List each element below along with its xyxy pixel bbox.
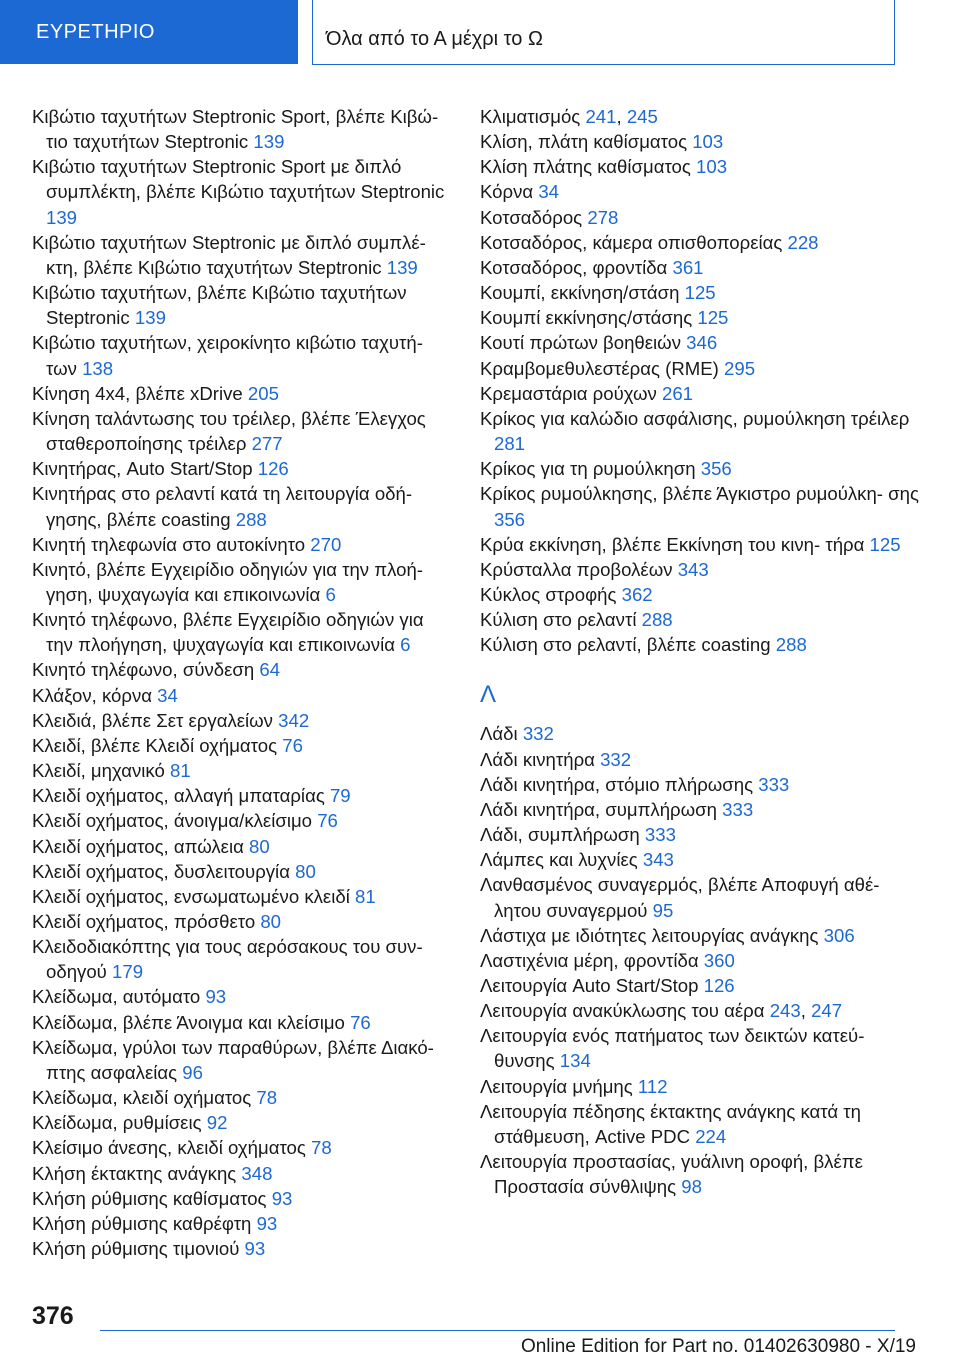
index-entry-text: Κλείδωμα, βλέπε Άνοιγμα και κλείσιμο [32, 1011, 345, 1033]
index-entry [32, 381, 452, 406]
index-entry-text: Κίνηση ταλάντωσης του τρέιλερ, βλέπε Έλεγχος σταθεροποίησης τρέιλερ [32, 407, 426, 455]
index-entry-text: Κινητήρας, Auto Start/Stop [32, 458, 253, 480]
index-entry-text: Λειτουργία ενός πατήματος των δεικτών κατεύ‐ θυνσης [480, 1025, 865, 1072]
index-entry [32, 1211, 452, 1236]
index-entry [480, 1149, 920, 1199]
header-divider [312, 0, 313, 64]
index-entry-text: Κραμβομεθυλεστέρας (RME) [480, 357, 719, 379]
page-link[interactable]: 288 [641, 609, 673, 631]
index-entry-text: Λάστιχα με ιδιότητες λειτουργίας ανάγκης [480, 924, 819, 946]
page-link[interactable]: 306 [823, 924, 855, 946]
index-entry [32, 909, 452, 934]
index-entry [32, 733, 452, 758]
page-link[interactable]: 360 [703, 949, 735, 971]
page-link[interactable]: 245 [626, 106, 658, 127]
page-link[interactable]: 34 [157, 684, 178, 706]
index-entry [480, 179, 920, 204]
page-link[interactable]: 346 [686, 332, 718, 354]
page-link[interactable]: 278 [587, 206, 619, 228]
index-entry [480, 305, 920, 330]
index-entry-text: Κλίση, πλάτη καθίσματος [480, 131, 688, 153]
page-link[interactable]: 281 [494, 433, 526, 455]
page-number: 376 [32, 1302, 74, 1330]
index-entry [32, 1236, 452, 1261]
index-entry [32, 1010, 452, 1035]
index-entry [32, 1186, 452, 1211]
page-link[interactable]: 80 [249, 835, 270, 857]
page-link[interactable]: 139 [386, 256, 418, 278]
index-entry-text: Κρεμαστάρια ρούχων [480, 382, 657, 404]
index-entry [32, 532, 452, 557]
index-entry [480, 205, 920, 230]
page-link[interactable]: 78 [256, 1087, 278, 1109]
page-link[interactable]: 98 [681, 1176, 702, 1198]
index-entry [480, 973, 920, 998]
index-entry [480, 1074, 920, 1099]
index-column-right [480, 104, 920, 1199]
page-link[interactable]: 6 [400, 634, 411, 656]
index-entry-text: Κινητό τηλέφωνο, σύνδεση [32, 659, 255, 681]
header-divider-right [894, 0, 895, 64]
index-entry [480, 255, 920, 280]
page-link[interactable]: 179 [112, 961, 144, 983]
page-link[interactable]: 126 [257, 458, 289, 480]
index-entry-text: Κιβώτιο ταχυτήτων, χειροκίνητο κιβώτιο ταχυτή‐ των [32, 332, 423, 379]
index-entry [32, 808, 452, 833]
index-entry [32, 280, 452, 330]
header-title: Όλα από το Α μέχρι το Ω [326, 28, 543, 50]
index-entry [480, 129, 920, 154]
index-entry-text: Κλιματισμός [480, 106, 581, 127]
index-entry-text: Κρύσταλλα προβολέων [480, 558, 673, 580]
page-link[interactable]: 243 [769, 1000, 801, 1022]
index-entry-text: Κλήση ρύθμισης καθίσματος [32, 1187, 267, 1209]
index-entry-text: Κλειδί οχήματος, άνοιγμα/κλείσιμο [32, 810, 313, 832]
index-entry [480, 557, 920, 582]
page-link[interactable]: 205 [247, 382, 279, 404]
page-link[interactable]: 288 [775, 634, 807, 656]
index-entry [32, 1135, 452, 1160]
header-tab-bar [0, 0, 298, 64]
index-entry [480, 280, 920, 305]
index-entry-text: Κοτσαδόρος [480, 206, 583, 228]
index-column-left [32, 104, 452, 1261]
index-entry [32, 1161, 452, 1186]
index-entry [32, 934, 452, 984]
page-link[interactable]: 80 [260, 911, 282, 932]
index-entry-text: Κουτί πρώτων βοηθειών [480, 332, 681, 354]
page-link[interactable]: 356 [494, 508, 526, 530]
index-entry-text: Κλείσιμο άνεσης, κλειδί οχήματος [32, 1137, 306, 1159]
header-tab: ΕΥΡΕΤΗΡΙΟ [36, 20, 155, 43]
index-entry-text: Λάδι, συμπλήρωση [480, 824, 640, 846]
page-link[interactable]: 81 [355, 885, 376, 907]
index-entry-text: Κόρνα [480, 181, 534, 203]
index-entry-text: Κιβώτιο ταχυτήτων Steptronic Sport, βλέπε Κιβώ‐ τιο ταχυτήτων Steptronic [32, 106, 439, 153]
page-link[interactable]: 362 [621, 583, 653, 605]
index-entry-text: Κινητό τηλέφωνο, βλέπε Εγχειρίδιο οδηγιών για την πλοήγηση, ψυχαγωγία και επικοινωνία [32, 609, 424, 656]
index-entry-text: Λάδι [480, 723, 518, 745]
index-group-l [480, 721, 920, 1199]
index-entry [480, 456, 920, 481]
index-entry-text: Κουμπί, εκκίνηση/στάση [480, 282, 680, 304]
index-entry-text: Λειτουργία μνήμης [480, 1075, 633, 1097]
page-link[interactable]: 332 [522, 723, 554, 745]
page-link[interactable]: 93 [205, 986, 227, 1008]
page-link[interactable]: 138 [82, 357, 114, 379]
index-entry-text: Κιβώτιο ταχυτήτων Steptronic με διπλό συμπλέ‐ κτη, βλέπε Κιβώτιο ταχυτήτων Steptronic [32, 231, 426, 278]
page-link[interactable]: 361 [672, 256, 704, 278]
page-link[interactable]: 80 [295, 860, 316, 882]
index-entry [32, 859, 452, 884]
index-entry [480, 607, 920, 632]
index-group-k [480, 104, 920, 657]
index-entry-text: Κλήση ρύθμισης τιμονιού [32, 1238, 240, 1260]
index-entry [480, 381, 920, 406]
index-entry [480, 330, 920, 355]
page-link[interactable]: 93 [271, 1187, 293, 1209]
page-link[interactable]: 333 [722, 798, 754, 820]
index-entry-text: Κλήση ρύθμισης καθρέφτη [32, 1212, 252, 1234]
index-entry-text: Κινητό, βλέπε Εγχειρίδιο οδηγιών για την πλοή‐ γηση, ψυχαγωγία και επικοινωνία [32, 558, 423, 605]
index-entry [32, 884, 452, 909]
index-entry [32, 1085, 452, 1110]
index-entry [480, 582, 920, 607]
page-link[interactable]: 277 [251, 433, 283, 455]
index-entry-text: Κινητή τηλεφωνία στο αυτοκίνητο [32, 533, 306, 555]
page-link[interactable]: 343 [677, 558, 709, 580]
page-link[interactable]: 93 [244, 1238, 266, 1260]
index-entry [32, 154, 452, 229]
index-entry [480, 532, 920, 557]
page-link[interactable]: 261 [662, 382, 694, 404]
page-link[interactable]: 295 [724, 357, 756, 379]
index-entry-text: Κλίση πλάτης καθίσματος [480, 156, 691, 178]
index-entry-text: Λειτουργία προστασίας, γυάλινη οροφή, βλέπε Προστασία σύνθλιψης [480, 1151, 863, 1198]
index-entry-text: Κρίκος για καλώδιο ασφάλισης, ρυμούλκηση τρέιλερ [480, 407, 910, 429]
page-link[interactable]: 333 [758, 773, 790, 795]
index-entry [32, 683, 452, 708]
index-entry [480, 154, 920, 179]
index-entry-text: Λάδι κινητήρα, συμπλήρωση [480, 798, 717, 820]
index-entry-text: Κινητήρας στο ρελαντί κατά τη λειτουργία οδή‐ γησης, βλέπε coasting [32, 483, 413, 530]
index-entry [32, 456, 452, 481]
index-entry-text: Κιβώτιο ταχυτήτων, βλέπε Κιβώτιο ταχυτήτων Steptronic [32, 282, 407, 329]
page-link[interactable]: 93 [256, 1212, 278, 1234]
page-link[interactable]: 92 [206, 1112, 228, 1134]
page-link[interactable]: 112 [637, 1075, 668, 1097]
page-link[interactable]: 96 [182, 1061, 203, 1083]
index-entry-text: Κοτσαδόρος, κάμερα οπισθοπορείας [480, 231, 783, 253]
index-entry-text: Κλειδί οχήματος, δυσλειτουργία [32, 860, 290, 882]
index-entry [480, 721, 920, 746]
index-entry-text: Κλειδί, βλέπε Κλειδί οχήματος [32, 734, 278, 756]
index-entry-text: Λειτουργία ανακύκλωσης του αέρα [480, 1000, 765, 1022]
index-entry: Κλιματισμός 241, 245 [480, 106, 658, 127]
index-entry-text: Κλειδοδιακόπτης για τους αερόσακους του συν‐ οδηγού [32, 936, 423, 983]
page-link[interactable]: 78 [311, 1137, 332, 1159]
page-link[interactable]: 139 [46, 206, 78, 228]
page-link[interactable]: 79 [329, 785, 351, 807]
index-entry-text: Κλήση έκτακτης ανάγκης [32, 1162, 237, 1184]
section-letter: Λ [480, 681, 497, 709]
index-entry [32, 657, 452, 682]
header-underline [312, 64, 895, 65]
page-link[interactable]: 228 [787, 231, 819, 253]
page-link[interactable]: 139 [253, 131, 285, 153]
index-entry-text: Κιβώτιο ταχυτήτων Steptronic Sport με διπλό συμπλέκτη, βλέπε Κιβώτιο ταχυτήτων Steptronic [32, 156, 445, 203]
index-entry [480, 356, 920, 381]
index-entry-text: Κοτσαδόρος, φροντίδα [480, 256, 668, 278]
page-link[interactable]: 126 [703, 975, 735, 996]
page-link[interactable]: 95 [652, 899, 674, 921]
page-link[interactable]: 76 [350, 1011, 371, 1033]
page-link[interactable]: 348 [241, 1162, 273, 1184]
index-entry-text: Λαστιχένια μέρη, φροντίδα [480, 949, 699, 971]
page-link[interactable]: 125 [869, 533, 901, 555]
index-entry [32, 330, 452, 380]
index-entry-text: Κουμπί εκκίνησης/στάσης [480, 307, 693, 329]
index-entry [32, 984, 452, 1009]
page-link[interactable]: 64 [259, 659, 281, 681]
page-link[interactable]: 247 [811, 1000, 843, 1022]
index-entry [480, 1023, 920, 1073]
index-entry-text: Λανθασμένος συναγερμός, βλέπε Αποφυγή αθέ‐ λητου συναγερμού [480, 874, 880, 921]
index-entry [480, 822, 920, 847]
page-link[interactable]: 76 [282, 734, 303, 756]
index-entry-text: Κλείδωμα, ρυθμίσεις [32, 1112, 202, 1134]
index-entry [32, 758, 452, 783]
footer-edition: Online Edition for Part no. 01402630980 - X/19 [520, 1336, 916, 1357]
index-entry [32, 1035, 452, 1085]
index-entry-text: Κίνηση 4x4, βλέπε xDrive [32, 382, 243, 404]
index-entry-text: Κλειδί, μηχανικό [32, 760, 165, 782]
index-entry-text: Κύκλος στροφής [480, 583, 617, 605]
index-entry [480, 772, 920, 797]
page-link[interactable]: 103 [696, 156, 728, 178]
index-entry-text: Λάμπες και λυχνίες [480, 849, 638, 871]
index-entry [32, 104, 452, 154]
page-link[interactable]: 81 [170, 760, 191, 782]
index-entry-text: Κρίκος ρυμούλκησης, βλέπε Άγκιστρο ρυμούλκη‐ σης [480, 483, 919, 505]
footer-rule [100, 1330, 895, 1331]
page-link[interactable]: 6 [325, 583, 336, 605]
index-entry [32, 1110, 452, 1135]
index-entry [32, 834, 452, 859]
index-entry [480, 747, 920, 772]
page-link[interactable]: 125 [697, 307, 729, 329]
page-link[interactable]: 34 [538, 181, 559, 203]
index-entry-text: Λάδι κινητήρα [480, 748, 595, 770]
page-link[interactable]: 288 [235, 508, 267, 530]
index-entry-text: Λειτουργία Auto Start/Stop [480, 975, 699, 996]
index-entry-text: Κλείδωμα, αυτόματο [32, 986, 201, 1008]
page-link[interactable]: 139 [134, 307, 166, 329]
index-entry [32, 557, 452, 607]
index-entry-text: Κύλιση στο ρελαντί [480, 609, 637, 631]
page-link[interactable]: 343 [642, 849, 674, 871]
index-entry [32, 708, 452, 733]
page-link[interactable]: 76 [317, 810, 338, 832]
index-entry [32, 481, 452, 531]
index-entry [480, 872, 920, 922]
page-link[interactable]: 241 [585, 106, 617, 127]
index-entry-text: Λάδι κινητήρα, στόμιο πλήρωσης [480, 773, 754, 795]
index-entry: Λειτουργία ανακύκλωσης του αέρα 243, 247 [480, 1000, 843, 1022]
index-entry-text: Κλειδί οχήματος, αλλαγή μπαταρίας [32, 785, 325, 807]
index-entry-text: Κλειδί οχήματος, ενσωματωμένο κλειδί [32, 885, 350, 907]
page-link[interactable]: 342 [278, 709, 310, 731]
index-entry-text: Κλείδωμα, γρύλοι των παραθύρων, βλέπε Διακό‐ πτης ασφαλείας [32, 1036, 434, 1083]
index-entry [480, 797, 920, 822]
index-entry [32, 607, 452, 657]
index-entry [480, 847, 920, 872]
index-entry [480, 230, 920, 255]
index-entry [32, 783, 452, 808]
index-entry [32, 406, 452, 456]
index-entry [480, 948, 920, 973]
index-entry-text: Κρίκος για τη ρυμούλκηση [480, 458, 696, 480]
index-entry-text: Κλειδί οχήματος, απώλεια [32, 835, 244, 857]
page-link[interactable]: 134 [559, 1050, 591, 1072]
page-link[interactable]: 103 [692, 131, 724, 153]
index-entry [480, 923, 920, 948]
page-link[interactable]: 333 [644, 824, 676, 846]
index-entry-text: Κλειδί οχήματος, πρόσθετο [32, 911, 256, 932]
index-entry [32, 230, 452, 280]
index-entry [480, 1099, 920, 1149]
index-entry [480, 632, 920, 657]
index-entry [480, 481, 920, 531]
page-link[interactable]: 270 [310, 533, 342, 555]
index-entry-text: Κλείδωμα, κλειδί οχήματος [32, 1087, 252, 1109]
index-entry [480, 406, 920, 456]
index-entry-text: Κλειδιά, βλέπε Σετ εργαλείων [32, 709, 273, 731]
page-link[interactable]: 356 [700, 458, 732, 480]
page-link[interactable]: 332 [600, 748, 632, 770]
index-entry-text: Λειτουργία πέδησης έκτακτης ανάγκης κατά τη στάθμευση, Active PDC [480, 1100, 861, 1147]
index-entry-text: Κρύα εκκίνηση, βλέπε Εκκίνηση του κινη‐ τήρα [480, 533, 865, 555]
index-entry-text: Κύλιση στο ρελαντί, βλέπε coasting [480, 634, 771, 656]
page-link[interactable]: 125 [684, 282, 716, 304]
index-entry-text: Κλάξον, κόρνα [32, 684, 152, 706]
page-link[interactable]: 224 [695, 1125, 727, 1147]
